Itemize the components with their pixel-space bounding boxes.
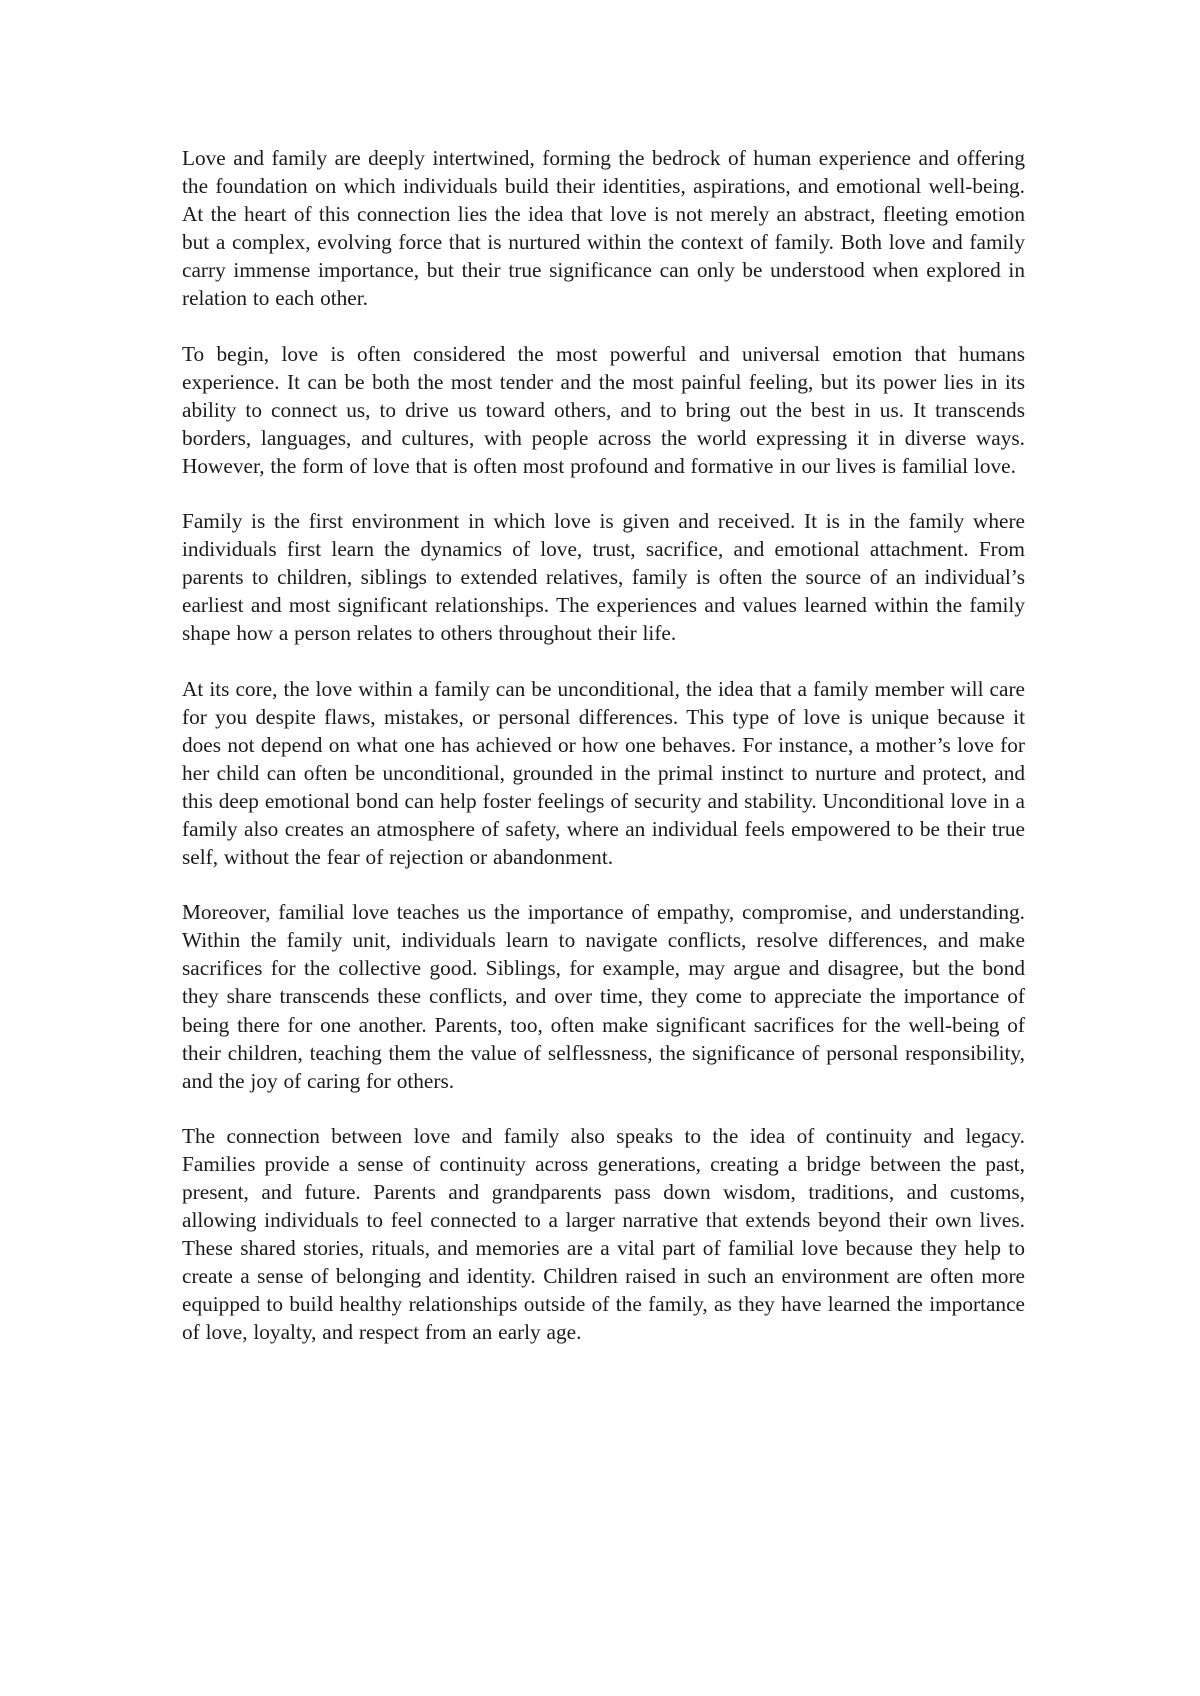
body-text bbox=[182, 144, 1025, 1374]
paragraph-3: Family is the first environment in which love is given and received. It is in the family where individuals first learn the dynamics of love, trust, sacrifice, and emotional attachment. From parents to children, siblings to extended relatives, family is often the source of an individual’s earliest and most significant relationships. The experiences and values learned within the family shape how a person relates to others throughout their life. bbox=[182, 509, 1025, 646]
paragraph-6: The connection between love and family also speaks to the idea of continuity and legacy. Families provide a sense of continuity across generations, creating a bridge between the past, present, and future. Parents and grandparents pass down wisdom, traditions, and customs, allowing individuals to feel connected to a larger narrative that extends beyond their own lives. These shared stories, rituals, and memories are a vital part of familial love because they help to create a sense of belonging and identity. Children raised in such an environment are often more equipped to build healthy relationships outside of the family, as they have learned the importance of love, loyalty, and respect from an early age. bbox=[182, 1123, 1025, 1345]
paragraph-5: Moreover, familial love teaches us the importance of empathy, compromise, and understanding. Within the family unit, individuals learn to navigate conflicts, resolve differences, and make sacrifices for the collective good. Siblings, for example, may argue and disagree, but the bond they share transcends these conflicts, and over time, they come to appreciate the importance of being there for one another. Parents, too, often make significant sacrifices for the well-being of their children, teaching them the value of selflessness, the significance of personal responsibility, and the joy of caring for others. bbox=[182, 900, 1025, 1093]
paragraph-4: At its core, the love within a family can be unconditional, the idea that a family member will care for you despite flaws, mistakes, or personal differences. This type of love is unique because it does not depend on what one has achieved or how one behaves. For instance, a mother’s love for her child can often be unconditional, grounded in the primal instinct to nurture and protect, and this deep emotional bond can help foster feelings of security and stability. Unconditional love in a family also creates an atmosphere of safety, where an individual feels empowered to be their true self, without the fear of rejection or abandonment. bbox=[182, 676, 1025, 870]
paragraph-1: Love and family are deeply intertwined, forming the bedrock of human experience and offering the foundation on which individuals build their identities, aspirations, and emotional well-being. At the heart of this connection lies the idea that love is not merely an abstract, fleeting emotion but a complex, evolving force that is nurtured within the context of family. Both love and family carry immense importance, but their true significance can only be understood when explored in relation to each other. bbox=[182, 146, 1025, 311]
paragraph-2: To begin, love is often considered the most powerful and universal emotion that humans experience. It can be both the most tender and the most painful feeling, but its power lies in its ability to connect us, to drive us toward others, and to bring out the best in us. It transcends borders, languages, and cultures, with people across the world expressing it in diverse ways. However, the form of love that is often most profound and formative in our lives is familial love. bbox=[182, 341, 1025, 478]
